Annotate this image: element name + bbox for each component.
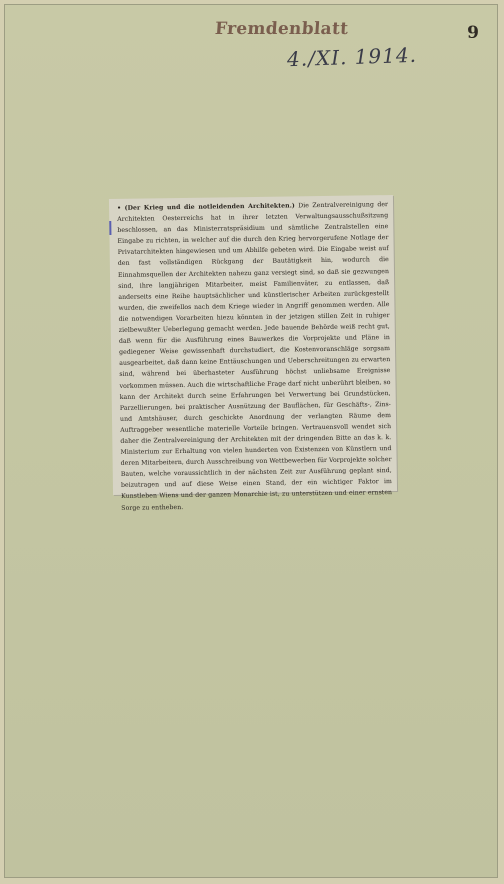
archive-sheet	[4, 4, 498, 878]
newspaper-stamp: Fremdenblatt	[214, 19, 349, 39]
article-headline: • (Der Krieg und die notleidenden Architekten.)	[117, 202, 295, 212]
page-number: 9	[467, 23, 479, 43]
newspaper-clipping	[109, 195, 397, 512]
handwritten-date: 4./XI. 1914.	[286, 42, 418, 72]
article-text	[117, 199, 392, 513]
article-body: Die Zentralvereinigung der Architekten Oesterreichs hat in ihrer letzten Verwaltungsausschußsitzung beschlossen, an das Ministerratspräsidium und sämtliche Zentralstellen eine Eingabe zu richten, in welcher auf die durch den Krieg hervorgerufene Notlage der Privatarchitekten hingewiesen und um Abhilfe gebeten wird. Die Eingabe weist auf den fast vollständigen Rückgang der Bautätigkeit hin, wodurch die Einnahmsquellen der Architekten nahezu ganz versiegt sind, so daß sie gezwungen sind, ihre langjährigen Mitarbeiter, meist Familienväter, zu entlassen, daß anderseits eine Reihe hauptsächlicher und künstlerischer Arbeiten zurückgestellt wurden, die zweifellos nach dem Kriege wieder in Angriff genommen werden. Alle die notwendigen Vorarbeiten hiezu könnten in der jetzigen stillen Zeit in ruhiger zielbewußter Ueberlegung gemacht werden. Jede bauende Behörde weiß recht gut, daß wenn für die Ausführung eines Bauwerkes die Vorprojekte und Pläne in gediegener Weise gewissenhaft durchstudiert, die Kostenvoranschläge sorgsam ausgearbeitet, daß dann keine Enttäuschungen und Ueberschreitungen zu erwarten sind, während bei überhasteter Ausführung höchst unliebsame Ereignisse vorkommen müssen. Auch die wirtschaftliche Frage darf nicht unberührt bleiben, so kann der Architekt durch seine Erfahrungen bei Verwertung bei Grundstücken, Parzellierungen, bei praktischer Ausnützung der Bauflächen, für Geschäfts-, Zins- und Amtshäuser, durch geschickte Anordnung der verlangten Räume dem Auftraggeber wesentliche materielle Vorteile bringen. Vertrauensvoll wendet sich daher die Zentralvereinigung der Architekten mit der dringenden Bitte an das k. k. Ministerium zur Erhaltung von vielen hunderten von Existenzen von Künstlern und deren Mitarbeitern, durch Ausschreibung von Wettbewerben für Vorprojekte solcher Bauten, welche voraussichtlich in der nächsten Zeit zur Ausführung geplant sind, beizutragen und auf diese Weise einen Stand, der ein wichtiger Faktor im Kunstleben Wiens und der ganzen Monarchie ist, zu unterstützen und einer ernsten Sorge zu entheben.	[117, 201, 393, 512]
pencil-mark	[109, 221, 111, 235]
